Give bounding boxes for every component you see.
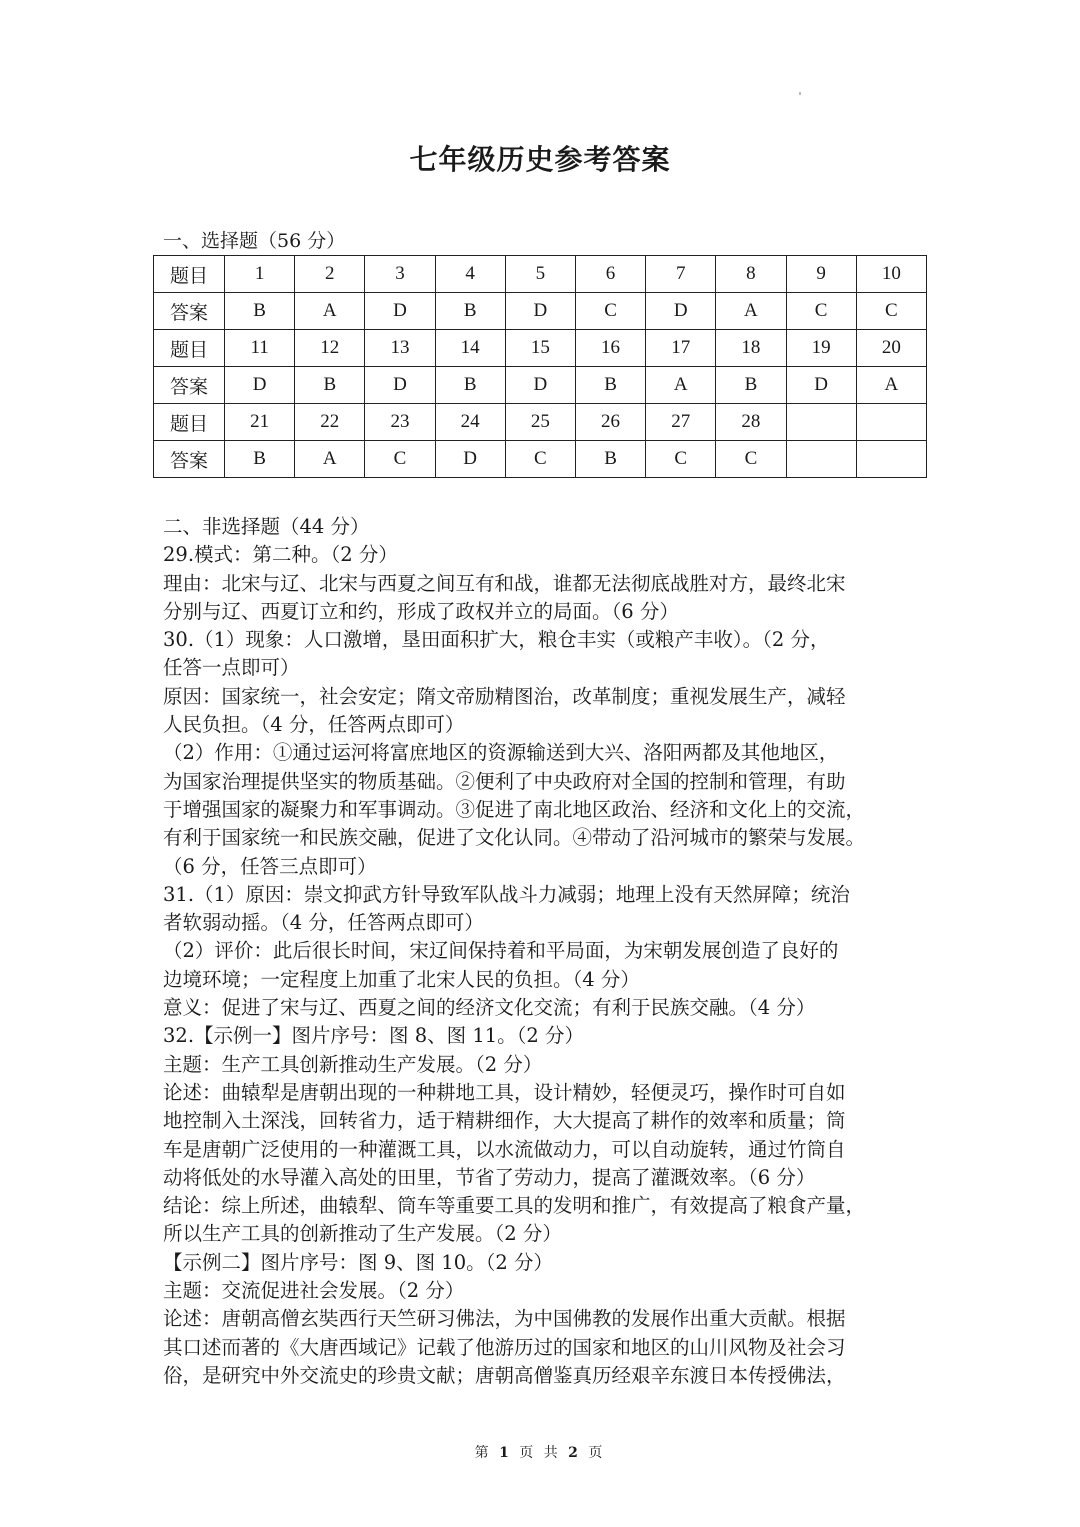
table-cell: D [646,293,716,330]
table-cell: 25 [505,404,575,441]
table-cell: 11 [225,330,295,367]
table-row [154,367,927,404]
answer-line: 【示例二】图片序号：图 9、图 10。（2 分） [163,1250,553,1274]
answer-line: 30.（1）现象：人口激增，垦田面积扩大，粮仓丰实（或粮产丰收）。（2 分， [163,628,830,652]
answer-line: 动将低处的水导灌入高处的田里，节省了劳动力，提高了灌溉效率。（6 分） [163,1165,816,1189]
table-cell: B [716,367,786,404]
table-cell: 27 [646,404,716,441]
answer-line: 地控制入土深浅，回转省力，适于精耕细作，大大提高了耕作的效率和质量；筒 [163,1109,846,1133]
row-label: 题目 [154,256,225,293]
table-cell: 26 [575,404,645,441]
answer-line: 结论：综上所述，曲辕犁、筒车等重要工具的发明和推广，有效提高了粮食产量， [163,1194,866,1218]
table-cell: 23 [365,404,435,441]
table-cell: A [716,293,786,330]
table-cell: 2 [295,256,365,293]
table-cell: D [505,293,575,330]
table-cell: D [225,367,295,404]
table-cell: B [435,367,505,404]
table-cell: B [295,367,365,404]
answer-line: 任答一点即可） [163,656,300,680]
answer-table [153,255,927,478]
table-cell: 21 [225,404,295,441]
answer-line: （6 分，任答三点即可） [163,854,377,878]
table-cell: B [225,441,295,478]
table-cell: C [856,293,926,330]
table-cell [856,441,926,478]
table-cell: B [435,293,505,330]
table-cell: 18 [716,330,786,367]
table-cell [856,404,926,441]
footer-suffix: 页 [588,1445,606,1461]
table-cell: 16 [575,330,645,367]
table-cell: A [646,367,716,404]
table-cell [786,404,856,441]
table-row [154,293,927,330]
table-cell: B [575,367,645,404]
table-row [154,256,927,293]
answer-line: 论述：曲辕犁是唐朝出现的一种耕地工具，设计精妙，轻便灵巧，操作时可自如 [163,1080,846,1104]
row-label: 答案 [154,293,225,330]
table-cell: D [505,367,575,404]
table-cell: 17 [646,330,716,367]
footer-page-number: 1 [499,1445,512,1461]
footer-prefix: 第 [474,1445,492,1461]
answer-line: 32.【示例一】图片序号：图 8、图 11。（2 分） [163,1024,584,1048]
section-1-heading: 一、选择题（56 分） [163,230,346,252]
page-title: 七年级历史参考答案 [409,143,671,176]
table-cell: D [365,293,435,330]
table-cell: 20 [856,330,926,367]
answer-line: 意义：促进了宋与辽、西夏之间的经济文化交流；有利于民族交融。（4 分） [163,996,816,1020]
answer-line: 俗，是研究中外交流史的珍贵文献；唐朝高僧鉴真历经艰辛东渡日本传授佛法， [163,1363,846,1387]
footer-middle: 页 共 [519,1445,561,1461]
footer-total-pages: 2 [568,1445,581,1461]
table-cell: C [365,441,435,478]
table-cell: B [575,441,645,478]
row-label: 答案 [154,441,225,478]
table-row [154,330,927,367]
answer-line: （2）评价：此后很长时间，宋辽间保持着和平局面，为宋朝发展创造了良好的 [163,939,839,963]
answer-line: 边境环境；一定程度上加重了北宋人民的负担。（4 分） [163,967,640,991]
row-label: 答案 [154,367,225,404]
table-cell [786,441,856,478]
table-cell: 14 [435,330,505,367]
answer-line: 29.模式：第二种。（2 分） [163,543,398,567]
answer-line: （2）作用：①通过运河将富庶地区的资源输送到大兴、洛阳两都及其他地区， [163,741,839,765]
answer-line: 论述：唐朝高僧玄奘西行天竺研习佛法，为中国佛教的发展作出重大贡献。根据 [163,1307,846,1331]
table-cell: 19 [786,330,856,367]
table-cell: 9 [786,256,856,293]
row-label: 题目 [154,404,225,441]
table-cell: 3 [365,256,435,293]
table-cell: A [295,293,365,330]
table-cell: D [365,367,435,404]
table-cell: 13 [365,330,435,367]
answer-line: 所以生产工具的创新推动了生产发展。（2 分） [163,1222,562,1246]
table-cell: C [716,441,786,478]
answer-line: 有利于国家统一和民族交融，促进了文化认同。④带动了沿河城市的繁荣与发展。 [163,826,866,850]
answer-line: 其口述而著的《大唐西域记》记载了他游历过的国家和地区的山川风物及社会习 [163,1335,846,1359]
table-cell: 28 [716,404,786,441]
answer-line: 于增强国家的凝聚力和军事调动。③促进了南北地区政治、经济和文化上的交流， [163,797,866,821]
table-cell: A [295,441,365,478]
answer-line: 者软弱动摇。（4 分，任答两点即可） [163,911,484,935]
table-row [154,404,927,441]
answer-line: 人民负担。（4 分，任答两点即可） [163,713,465,737]
table-cell: 15 [505,330,575,367]
scan-mark [799,92,801,95]
table-cell: 10 [856,256,926,293]
table-cell: C [575,293,645,330]
table-cell: 4 [435,256,505,293]
table-cell: 5 [505,256,575,293]
table-cell: 12 [295,330,365,367]
table-cell: 7 [646,256,716,293]
page-footer [0,1442,1080,1462]
answer-line: 为国家治理提供坚实的物质基础。②便利了中央政府对全国的控制和管理，有助 [163,769,846,793]
table-cell: 8 [716,256,786,293]
answer-line: 原因：国家统一，社会安定；隋文帝励精图治，改革制度；重视发展生产，减轻 [163,684,846,708]
table-cell: C [786,293,856,330]
table-cell: B [225,293,295,330]
answer-line: 分别与辽、西夏订立和约，形成了政权并立的局面。（6 分） [163,599,679,623]
answer-line: 31.（1）原因：崇文抑武方针导致军队战斗力减弱；地理上没有天然屏障；统治 [163,882,850,906]
row-label: 题目 [154,330,225,367]
table-cell: A [856,367,926,404]
table-cell: C [505,441,575,478]
table-cell: 1 [225,256,295,293]
table-cell: C [646,441,716,478]
table-cell: D [435,441,505,478]
answer-line: 主题：生产工具创新推动生产发展。（2 分） [163,1052,543,1076]
table-row [154,441,927,478]
answer-line: 主题：交流促进社会发展。（2 分） [163,1279,465,1303]
section-2-heading: 二、非选择题（44 分） [163,515,370,538]
table-cell: 24 [435,404,505,441]
table-cell: D [786,367,856,404]
answer-line: 理由：北宋与辽、北宋与西夏之间互有和战，谁都无法彻底战胜对方，最终北宋 [163,571,846,595]
answer-line: 车是唐朝广泛使用的一种灌溉工具，以水流做动力，可以自动旋转，通过竹筒自 [163,1137,846,1161]
table-cell: 22 [295,404,365,441]
table-cell: 6 [575,256,645,293]
section-2-answers [163,513,923,1390]
